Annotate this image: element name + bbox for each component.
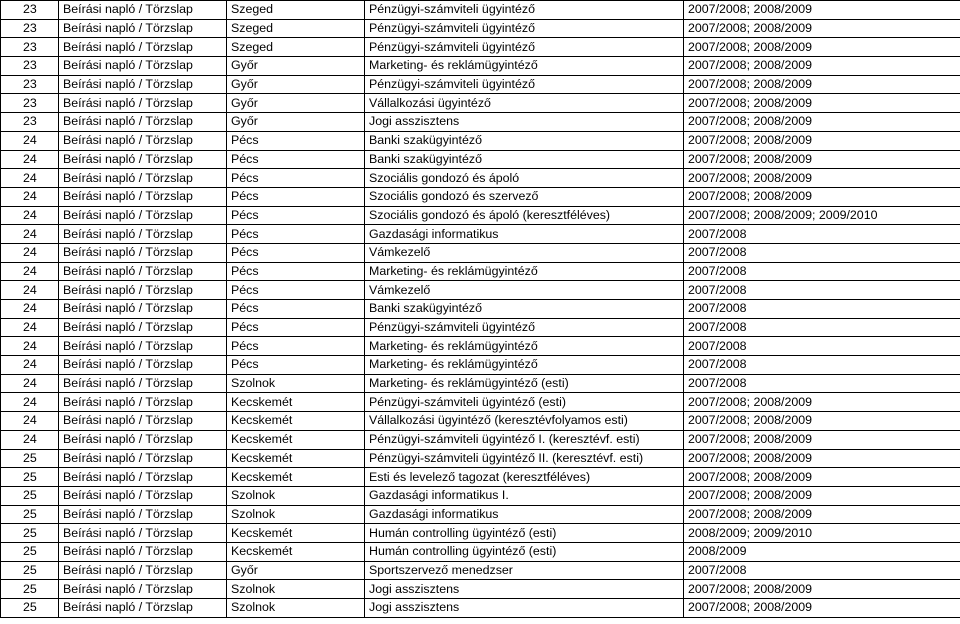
cell-document-type: Beírási napló / Törzslap — [59, 468, 227, 487]
cell-years: 2007/2008; 2008/2009 — [684, 38, 960, 57]
cell-years: 2007/2008 — [684, 243, 960, 262]
cell-number: 23 — [1, 94, 59, 113]
cell-city: Kecskemét — [227, 542, 365, 561]
cell-years: 2007/2008; 2008/2009 — [684, 580, 960, 599]
cell-number: 23 — [1, 113, 59, 132]
cell-number: 25 — [1, 542, 59, 561]
cell-document-type: Beírási napló / Törzslap — [59, 561, 227, 580]
cell-years: 2007/2008 — [684, 225, 960, 244]
table-row — [1, 486, 960, 505]
cell-city: Pécs — [227, 300, 365, 319]
cell-years: 2007/2008; 2008/2009; 2009/2010 — [684, 206, 960, 225]
cell-city: Kecskemét — [227, 524, 365, 543]
table-row — [1, 169, 960, 188]
cell-years: 2007/2008; 2008/2009 — [684, 505, 960, 524]
cell-document-type: Beírási napló / Törzslap — [59, 412, 227, 431]
table-row — [1, 580, 960, 599]
cell-course: Marketing- és reklámügyintéző — [365, 262, 684, 281]
cell-city: Pécs — [227, 169, 365, 188]
cell-document-type: Beírási napló / Törzslap — [59, 187, 227, 206]
cell-course: Pénzügyi-számviteli ügyintéző II. (keresztévf. esti) — [365, 449, 684, 468]
cell-years: 2007/2008 — [684, 262, 960, 281]
table-row — [1, 262, 960, 281]
cell-document-type: Beírási napló / Törzslap — [59, 94, 227, 113]
cell-number: 24 — [1, 150, 59, 169]
cell-city: Szolnok — [227, 486, 365, 505]
cell-course: Vállalkozási ügyintéző — [365, 94, 684, 113]
table-row — [1, 318, 960, 337]
cell-document-type: Beírási napló / Törzslap — [59, 75, 227, 94]
table-row — [1, 38, 960, 57]
cell-city: Szolnok — [227, 374, 365, 393]
cell-document-type: Beírási napló / Törzslap — [59, 430, 227, 449]
cell-years: 2007/2008; 2008/2009 — [684, 1, 960, 20]
cell-years: 2007/2008 — [684, 281, 960, 300]
cell-course: Humán controlling ügyintéző (esti) — [365, 524, 684, 543]
cell-document-type: Beírási napló / Törzslap — [59, 243, 227, 262]
table-row — [1, 393, 960, 412]
cell-city: Pécs — [227, 262, 365, 281]
table-row — [1, 225, 960, 244]
table-row — [1, 505, 960, 524]
table-row — [1, 131, 960, 150]
table-row — [1, 356, 960, 375]
cell-document-type: Beírási napló / Törzslap — [59, 318, 227, 337]
cell-course: Marketing- és reklámügyintéző — [365, 356, 684, 375]
cell-course: Marketing- és reklámügyintéző — [365, 337, 684, 356]
cell-city: Szeged — [227, 38, 365, 57]
cell-years: 2007/2008; 2008/2009 — [684, 468, 960, 487]
cell-number: 23 — [1, 75, 59, 94]
cell-years: 2007/2008 — [684, 318, 960, 337]
cell-document-type: Beírási napló / Törzslap — [59, 505, 227, 524]
cell-document-type: Beírási napló / Törzslap — [59, 374, 227, 393]
cell-city: Pécs — [227, 318, 365, 337]
cell-number: 25 — [1, 561, 59, 580]
cell-document-type: Beírási napló / Törzslap — [59, 225, 227, 244]
cell-number: 24 — [1, 281, 59, 300]
cell-course: Pénzügyi-számviteli ügyintéző — [365, 19, 684, 38]
cell-city: Pécs — [227, 206, 365, 225]
table-row — [1, 468, 960, 487]
table-row — [1, 412, 960, 431]
cell-years: 2007/2008; 2008/2009 — [684, 75, 960, 94]
cell-city: Szolnok — [227, 580, 365, 599]
cell-number: 24 — [1, 300, 59, 319]
cell-course: Jogi asszisztens — [365, 113, 684, 132]
table-row — [1, 19, 960, 38]
cell-document-type: Beírási napló / Törzslap — [59, 57, 227, 76]
cell-number: 25 — [1, 599, 59, 618]
cell-course: Sportszervező menedzser — [365, 561, 684, 580]
cell-document-type: Beírási napló / Törzslap — [59, 337, 227, 356]
cell-course: Banki szakügyintéző — [365, 131, 684, 150]
cell-course: Jogi asszisztens — [365, 599, 684, 618]
cell-document-type: Beírási napló / Törzslap — [59, 393, 227, 412]
cell-course: Szociális gondozó és ápoló — [365, 169, 684, 188]
cell-city: Győr — [227, 113, 365, 132]
cell-course: Pénzügyi-számviteli ügyintéző (esti) — [365, 393, 684, 412]
cell-number: 24 — [1, 393, 59, 412]
cell-city: Kecskemét — [227, 449, 365, 468]
cell-course: Humán controlling ügyintéző (esti) — [365, 542, 684, 561]
cell-document-type: Beírási napló / Törzslap — [59, 300, 227, 319]
cell-course: Marketing- és reklámügyintéző (esti) — [365, 374, 684, 393]
table-row — [1, 374, 960, 393]
cell-number: 24 — [1, 374, 59, 393]
cell-course: Pénzügyi-számviteli ügyintéző — [365, 38, 684, 57]
cell-years: 2007/2008 — [684, 374, 960, 393]
cell-city: Pécs — [227, 337, 365, 356]
cell-document-type: Beírási napló / Törzslap — [59, 1, 227, 20]
cell-number: 24 — [1, 262, 59, 281]
table-row — [1, 57, 960, 76]
cell-years: 2007/2008 — [684, 337, 960, 356]
cell-number: 24 — [1, 243, 59, 262]
cell-city: Kecskemét — [227, 468, 365, 487]
table-row — [1, 561, 960, 580]
cell-document-type: Beírási napló / Törzslap — [59, 113, 227, 132]
cell-years: 2007/2008; 2008/2009 — [684, 430, 960, 449]
cell-number: 25 — [1, 449, 59, 468]
cell-years: 2007/2008; 2008/2009 — [684, 449, 960, 468]
cell-course: Vállalkozási ügyintéző (keresztévfolyamos esti) — [365, 412, 684, 431]
table-row — [1, 150, 960, 169]
cell-city: Pécs — [227, 150, 365, 169]
table-row — [1, 113, 960, 132]
cell-course: Gazdasági informatikus — [365, 225, 684, 244]
cell-city: Pécs — [227, 131, 365, 150]
cell-number: 25 — [1, 524, 59, 543]
cell-years: 2007/2008; 2008/2009 — [684, 19, 960, 38]
cell-city: Szolnok — [227, 505, 365, 524]
cell-years: 2007/2008; 2008/2009 — [684, 150, 960, 169]
cell-document-type: Beírási napló / Törzslap — [59, 150, 227, 169]
cell-document-type: Beírási napló / Törzslap — [59, 449, 227, 468]
cell-years: 2007/2008; 2008/2009 — [684, 187, 960, 206]
cell-number: 25 — [1, 580, 59, 599]
cell-course: Szociális gondozó és ápoló (keresztféléves) — [365, 206, 684, 225]
cell-course: Pénzügyi-számviteli ügyintéző — [365, 318, 684, 337]
cell-city: Győr — [227, 561, 365, 580]
cell-years: 2007/2008; 2008/2009 — [684, 486, 960, 505]
cell-number: 24 — [1, 187, 59, 206]
table-row — [1, 94, 960, 113]
cell-document-type: Beírási napló / Törzslap — [59, 486, 227, 505]
cell-years: 2007/2008; 2008/2009 — [684, 412, 960, 431]
cell-number: 24 — [1, 430, 59, 449]
cell-course: Banki szakügyintéző — [365, 150, 684, 169]
cell-years: 2007/2008; 2008/2009 — [684, 393, 960, 412]
cell-city: Pécs — [227, 243, 365, 262]
cell-course: Gazdasági informatikus — [365, 505, 684, 524]
cell-number: 23 — [1, 57, 59, 76]
cell-number: 24 — [1, 169, 59, 188]
cell-document-type: Beírási napló / Törzslap — [59, 38, 227, 57]
cell-document-type: Beírási napló / Törzslap — [59, 356, 227, 375]
table-row — [1, 337, 960, 356]
cell-city: Kecskemét — [227, 430, 365, 449]
cell-document-type: Beírási napló / Törzslap — [59, 524, 227, 543]
cell-years: 2008/2009 — [684, 542, 960, 561]
cell-document-type: Beírási napló / Törzslap — [59, 206, 227, 225]
records-table-body — [1, 1, 960, 618]
cell-course: Vámkezelő — [365, 281, 684, 300]
cell-city: Győr — [227, 94, 365, 113]
table-row — [1, 187, 960, 206]
cell-years: 2007/2008; 2008/2009 — [684, 599, 960, 618]
table-row — [1, 243, 960, 262]
cell-document-type: Beírási napló / Törzslap — [59, 169, 227, 188]
table-row — [1, 524, 960, 543]
cell-city: Kecskemét — [227, 393, 365, 412]
cell-course: Banki szakügyintéző — [365, 300, 684, 319]
table-row — [1, 430, 960, 449]
cell-document-type: Beírási napló / Törzslap — [59, 19, 227, 38]
table-row — [1, 75, 960, 94]
cell-course: Szociális gondozó és szervező — [365, 187, 684, 206]
cell-document-type: Beírási napló / Törzslap — [59, 281, 227, 300]
table-row — [1, 281, 960, 300]
cell-course: Gazdasági informatikus I. — [365, 486, 684, 505]
cell-number: 24 — [1, 337, 59, 356]
cell-years: 2007/2008; 2008/2009 — [684, 94, 960, 113]
cell-number: 23 — [1, 38, 59, 57]
cell-document-type: Beírási napló / Törzslap — [59, 262, 227, 281]
cell-years: 2007/2008 — [684, 356, 960, 375]
table-row — [1, 449, 960, 468]
cell-years: 2007/2008; 2008/2009 — [684, 57, 960, 76]
cell-number: 24 — [1, 131, 59, 150]
cell-number: 25 — [1, 468, 59, 487]
cell-city: Győr — [227, 57, 365, 76]
table-row — [1, 542, 960, 561]
cell-number: 24 — [1, 318, 59, 337]
cell-number: 24 — [1, 412, 59, 431]
cell-number: 24 — [1, 206, 59, 225]
table-row — [1, 1, 960, 20]
cell-city: Pécs — [227, 187, 365, 206]
cell-years: 2007/2008; 2008/2009 — [684, 169, 960, 188]
cell-city: Szeged — [227, 1, 365, 20]
cell-course: Pénzügyi-számviteli ügyintéző I. (keresztévf. esti) — [365, 430, 684, 449]
cell-city: Szeged — [227, 19, 365, 38]
cell-course: Jogi asszisztens — [365, 580, 684, 599]
cell-years: 2007/2008; 2008/2009 — [684, 131, 960, 150]
cell-city: Pécs — [227, 356, 365, 375]
cell-number: 24 — [1, 225, 59, 244]
table-row — [1, 599, 960, 618]
cell-city: Pécs — [227, 281, 365, 300]
table-row — [1, 206, 960, 225]
cell-years: 2007/2008 — [684, 561, 960, 580]
cell-course: Pénzügyi-számviteli ügyintéző — [365, 1, 684, 20]
cell-course: Esti és levelező tagozat (keresztféléves) — [365, 468, 684, 487]
cell-document-type: Beírási napló / Törzslap — [59, 599, 227, 618]
cell-city: Győr — [227, 75, 365, 94]
cell-number: 24 — [1, 356, 59, 375]
cell-years: 2007/2008 — [684, 300, 960, 319]
cell-course: Vámkezelő — [365, 243, 684, 262]
cell-document-type: Beírási napló / Törzslap — [59, 580, 227, 599]
cell-city: Pécs — [227, 225, 365, 244]
cell-number: 23 — [1, 19, 59, 38]
cell-course: Pénzügyi-számviteli ügyintéző — [365, 75, 684, 94]
cell-city: Kecskemét — [227, 412, 365, 431]
cell-city: Szolnok — [227, 599, 365, 618]
cell-number: 23 — [1, 1, 59, 20]
cell-years: 2007/2008; 2008/2009 — [684, 113, 960, 132]
cell-course: Marketing- és reklámügyintéző — [365, 57, 684, 76]
table-row — [1, 300, 960, 319]
cell-document-type: Beírási napló / Törzslap — [59, 542, 227, 561]
cell-years: 2008/2009; 2009/2010 — [684, 524, 960, 543]
cell-number: 25 — [1, 486, 59, 505]
cell-document-type: Beírási napló / Törzslap — [59, 131, 227, 150]
cell-number: 25 — [1, 505, 59, 524]
